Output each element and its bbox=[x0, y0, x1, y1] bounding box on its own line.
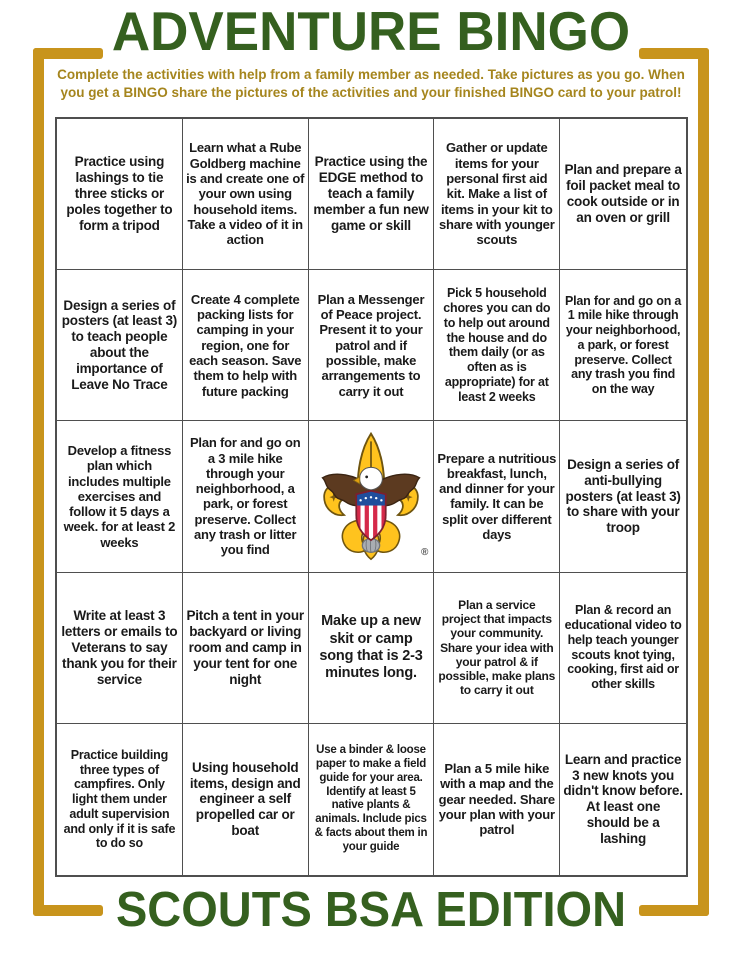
bingo-cell-r5c1[interactable] bbox=[57, 724, 183, 875]
cell-text: Learn what a Rube Goldberg machine is and create one of your own using household items. Take a video of it in action bbox=[186, 140, 305, 248]
cell-text: Prepare a nutritious breakfast, lunch, and dinner for your family. It can be split over different days bbox=[437, 450, 557, 543]
cell-text: Gather or update items for your personal first aid kit. Make a list of items in your kit to share with younger scouts bbox=[438, 140, 555, 248]
cell-text: Make up a new skit or camp song that is 2-3 minutes long. bbox=[319, 613, 423, 681]
cell-text: Practice building three types of campfires. Only light them under adult supervision and only if it is safe to do so bbox=[63, 747, 176, 851]
bingo-cell-r3c1[interactable] bbox=[57, 421, 183, 572]
cell-text: Learn and practice 3 new knots you didn't know before. At least one should be a lashing bbox=[563, 751, 683, 847]
cell-text: Plan a 5 mile hike with a map and the gear needed. Share your plan with your patrol bbox=[438, 761, 555, 838]
cell-text: Using household items, design and engineer a self propelled car or boat bbox=[189, 759, 301, 839]
cell-text: Write at least 3 letters or emails to Veterans to say thank you for their service bbox=[61, 607, 178, 687]
bingo-cell-r3c4[interactable] bbox=[434, 421, 560, 572]
bingo-cell-r3c2[interactable] bbox=[183, 421, 309, 572]
bsa-eagle-fleur-de-lis-logo bbox=[319, 431, 423, 561]
instructions-text bbox=[0, 66, 742, 102]
cell-text: Create 4 complete packing lists for camping in your region, one for each season. Save them to help with future packing bbox=[189, 291, 302, 399]
bingo-cell-r1c4[interactable] bbox=[434, 119, 560, 270]
cell-text: Design a series of posters (at least 3) to teach people about the importance of Leave No Trace bbox=[61, 297, 178, 393]
bingo-cell-r5c4[interactable] bbox=[434, 724, 560, 875]
bingo-grid bbox=[55, 117, 688, 877]
bingo-cell-r5c2[interactable] bbox=[183, 724, 309, 875]
cell-text: Design a series of anti-bullying posters (at least 3) to share with your troop bbox=[565, 456, 681, 536]
cell-text: Plan for and go on a 1 mile hike through your neighborhood, a park, or forest preserve. Collect any trash you find on the way bbox=[565, 293, 682, 397]
cell-text: Pick 5 household chores you can do to help out around the house and do them daily (or as often as is appropriate) for at least 2 weeks bbox=[443, 286, 551, 404]
bingo-cell-r2c5[interactable] bbox=[560, 270, 686, 421]
bingo-cell-r3c5[interactable] bbox=[560, 421, 686, 572]
page-title: ADVENTURE BINGO bbox=[111, 1, 631, 63]
cell-text: Practice using the EDGE method to teach a family member a fun new game or skill bbox=[313, 154, 429, 233]
bingo-cell-r5c3[interactable] bbox=[309, 724, 435, 875]
cell-text: Plan for and go on a 3 mile hike through your neighborhood, a park, or forest preserve. Collect any trash or litter you find bbox=[189, 435, 301, 558]
bingo-cell-r2c3[interactable] bbox=[309, 270, 435, 421]
bingo-cell-r5c5[interactable] bbox=[560, 724, 686, 875]
cell-text: Use a binder & loose paper to make a field guide for your area. Identify at least 5 native plants & animals. Include pics & facts about them in your guide bbox=[314, 744, 428, 853]
footer-title: SCOUTS BSA EDITION bbox=[115, 881, 627, 937]
bingo-cell-r4c2[interactable] bbox=[183, 573, 309, 724]
bingo-cell-r4c4[interactable] bbox=[434, 573, 560, 724]
instructions-line-1: Complete the activities with help from a family member as needed. Take pictures as you go. When bbox=[57, 67, 685, 82]
cell-text: Plan & record an educational video to help teach younger scouts knot tying, cooking, first aid or other skills bbox=[564, 603, 682, 692]
bingo-cell-r4c1[interactable] bbox=[57, 573, 183, 724]
bingo-cell-r2c4[interactable] bbox=[434, 270, 560, 421]
bingo-cell-r4c5[interactable] bbox=[560, 573, 686, 724]
bingo-cell-r2c2[interactable] bbox=[183, 270, 309, 421]
cell-text: Practice using lashings to tie three sticks or poles together to form a tripod bbox=[66, 154, 173, 233]
instructions-line-2: you get a BINGO share the pictures of the activities and your finished BINGO card to your patrol! bbox=[60, 85, 682, 101]
cell-text: Develop a fitness plan which includes multiple exercises and follow it 5 days a week. for at least 2 weeks bbox=[63, 442, 176, 550]
cell-text: Plan and prepare a foil packet meal to cook outside or in an oven or grill bbox=[564, 162, 682, 226]
frame-left-bar bbox=[33, 48, 44, 916]
bingo-cell-r1c3[interactable] bbox=[309, 119, 435, 270]
cell-text: Plan a Messenger of Peace project. Present it to your patrol and if possible, make arrangements to carry it out bbox=[317, 291, 425, 399]
cell-text: Pitch a tent in your backyard or living room and camp in your tent for one night bbox=[186, 607, 304, 687]
bingo-cell-r1c1[interactable] bbox=[57, 119, 183, 270]
bingo-cell-r4c3[interactable] bbox=[309, 573, 435, 724]
cell-text: Plan a service project that impacts your community. Share your idea with your patrol & if possible, make plans to carry it out bbox=[438, 598, 556, 698]
frame-right-bar bbox=[698, 48, 709, 916]
bingo-cell-r2c1[interactable] bbox=[57, 270, 183, 421]
registered-trademark: ® bbox=[421, 546, 429, 558]
bingo-cell-center-free-space[interactable] bbox=[309, 421, 435, 572]
bingo-cell-r1c5[interactable] bbox=[560, 119, 686, 270]
bingo-cell-r1c2[interactable] bbox=[183, 119, 309, 270]
